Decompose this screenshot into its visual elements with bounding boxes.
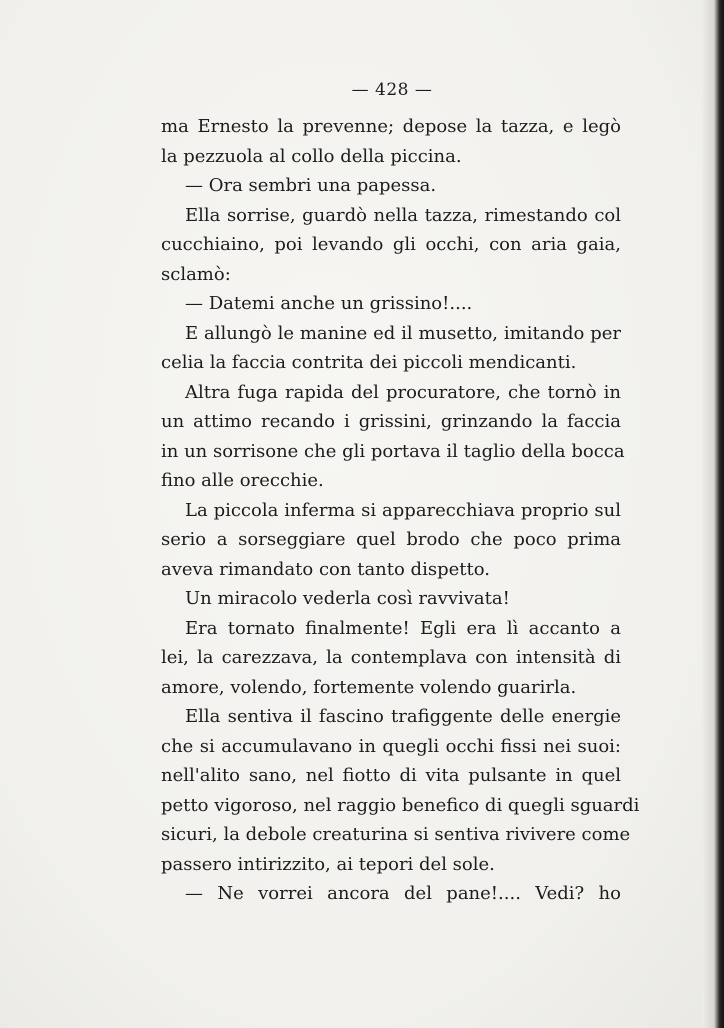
text-line: amore, volendo, fortemente volendo guarirla. [161, 676, 577, 698]
text-line: in un sorrisone che gli portava il taglio della bocca [161, 440, 625, 462]
text-line: La piccola inferma si apparecchiava proprio sul [185, 499, 621, 521]
text-line: un attimo recando i grissini, grinzando la faccia [161, 411, 621, 432]
text-line: Altra fuga rapida del procuratore, che tornò in [185, 381, 621, 403]
text-line: nell'alito sano, nel fiotto di vita pulsante in quel [161, 765, 621, 786]
text-line: aveva rimandato con tanto dispetto. [161, 558, 490, 580]
text-line: petto vigoroso, nel raggio benefico di quegli sguardi [161, 794, 640, 816]
text-line: serio a sorseggiare quel brodo che poco prima [161, 529, 621, 550]
text-line: passero intirizzito, ai tepori del sole. [161, 853, 495, 875]
text-line: Era tornato finalmente! Egli era lì accanto a [185, 617, 621, 639]
text-line: Un miracolo vederla così ravvivata! [185, 588, 510, 609]
text-line: la pezzuola al collo della piccina. [161, 145, 462, 167]
text-line: sicuri, la debole creaturina si sentiva rivivere come [161, 824, 631, 845]
text-line: lei, la carezzava, la contemplava con intensità di [161, 647, 621, 668]
text-line: ma Ernesto la prevenne; depose la tazza, e legò [161, 116, 621, 137]
text-line: che si accumulavano in quegli occhi fissi nei suoi: [161, 735, 621, 757]
text-line: — Datemi anche un grissino!.... [185, 293, 473, 314]
text-line: Ella sorrise, guardò nella tazza, rimestando col [185, 204, 621, 226]
text-line: cucchiaino, poi levando gli occhi, con aria gaia, [161, 234, 621, 255]
page-number: — 428 — [351, 80, 433, 100]
text-line: fino alle orecchie. [161, 470, 324, 491]
page-edge-shadow [702, 0, 724, 1028]
text-line: — Ne vorrei ancora del pane!.... Vedi? ho [185, 883, 621, 904]
text-line: — Ora sembri una papessa. [185, 175, 437, 196]
text-line: Ella sentiva il fascino trafiggente delle energie [185, 706, 621, 727]
text-line: celia la faccia contrita dei piccoli mendicanti. [161, 352, 577, 373]
text-line: sclamò: [161, 263, 231, 285]
body-text [161, 112, 640, 909]
text-line: E allungò le manine ed il musetto, imitando per [185, 322, 621, 344]
